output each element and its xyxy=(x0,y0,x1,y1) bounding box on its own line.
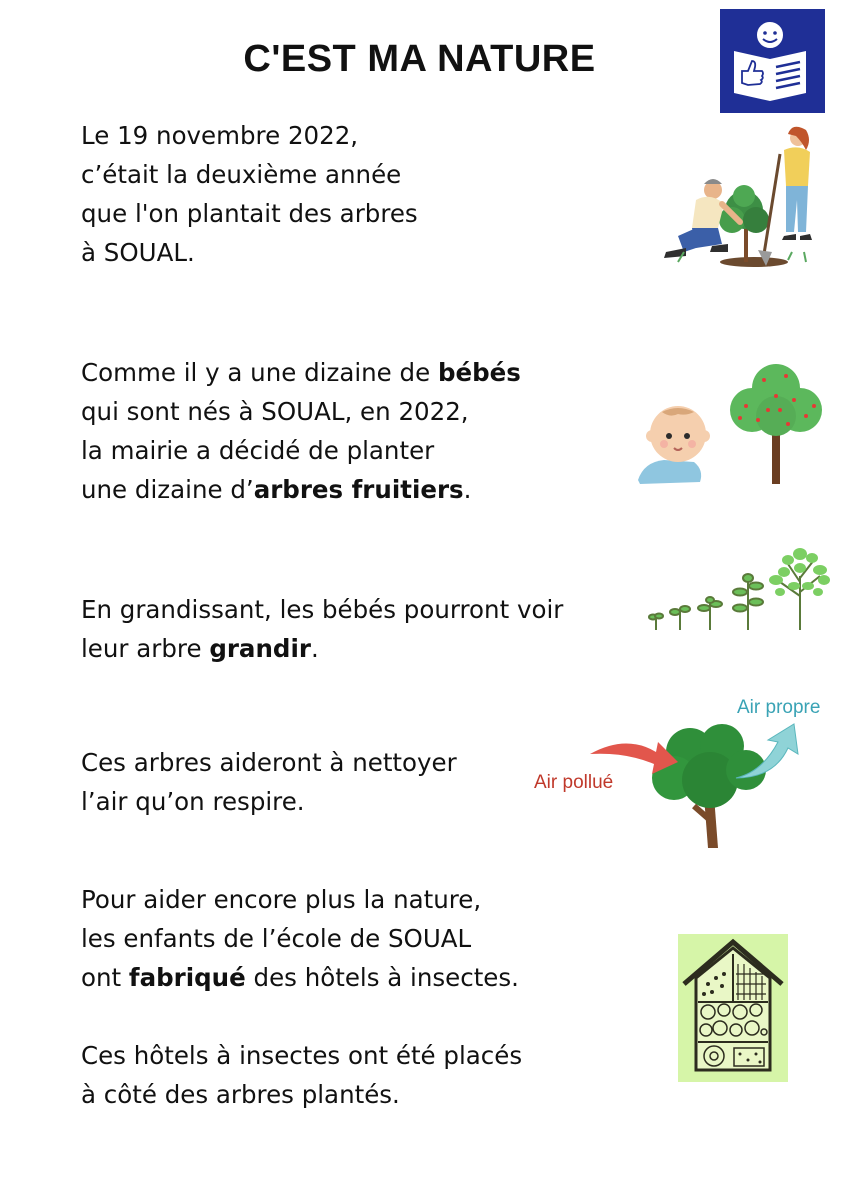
baby-icon xyxy=(634,400,714,486)
text-segment: une dizaine d’ xyxy=(81,475,254,504)
bold-word: grandir xyxy=(209,634,311,663)
bold-word: fabriqué xyxy=(128,963,246,992)
text-line: Pour aider encore plus la nature, xyxy=(81,885,482,914)
insect-hotel-icon xyxy=(678,934,788,1082)
text-segment: leur arbre xyxy=(81,634,210,663)
text-line: les enfants de l’école de SOUAL xyxy=(81,924,472,953)
paragraph-clean-air xyxy=(81,743,457,821)
text-segment: Comme il y a une dizaine de xyxy=(81,358,438,387)
paragraph-planting-date xyxy=(81,116,418,272)
bold-word: bébés xyxy=(437,358,521,387)
easy-to-read-logo-icon xyxy=(720,9,825,113)
text-line: à côté des arbres plantés. xyxy=(81,1080,400,1109)
text-segment: . xyxy=(310,634,319,663)
growth-icon xyxy=(648,546,832,632)
text-line xyxy=(81,353,521,392)
text-line: à SOUAL. xyxy=(81,238,195,267)
insect-hotel-illustration xyxy=(678,934,788,1082)
people-planting-tree-illustration xyxy=(656,124,816,274)
text-line: l’air qu’on respire. xyxy=(81,787,305,816)
fruit-tree-illustration xyxy=(728,362,824,484)
text-line: la mairie a décidé de planter xyxy=(81,436,435,465)
sapling-growth-illustration xyxy=(648,546,832,632)
paragraph-babies-trees xyxy=(81,353,521,509)
text-line xyxy=(81,958,519,997)
text-line xyxy=(81,470,521,509)
paragraph-insect-hotels xyxy=(81,880,519,997)
text-segment: . xyxy=(463,475,472,504)
text-line: que l'on plantait des arbres xyxy=(81,199,418,228)
baby-crawling-illustration xyxy=(634,400,714,486)
text-line xyxy=(81,629,563,668)
paragraph-hotel-placement xyxy=(81,1036,522,1114)
air-tree-icon xyxy=(586,716,816,856)
bold-word: arbres fruitiers xyxy=(253,475,464,504)
paragraph-growing xyxy=(81,590,563,668)
text-line: En grandissant, les bébés pourront voir xyxy=(81,595,564,624)
tree-cleaning-air-illustration xyxy=(586,716,816,856)
text-line: c’était la deuxième année xyxy=(81,160,402,189)
fruit-tree-icon xyxy=(728,362,824,484)
easy-to-read-logo xyxy=(720,9,825,113)
text-segment: des hôtels à insectes. xyxy=(245,963,519,992)
page-title: C'EST MA NATURE xyxy=(243,38,596,80)
text-segment: ont xyxy=(81,963,129,992)
clean-air-label: Air propre xyxy=(737,697,821,718)
text-line: Ces arbres aideront à nettoyer xyxy=(81,748,457,777)
text-line: Ces hôtels à insectes ont été placés xyxy=(81,1041,523,1070)
polluted-air-label: Air pollué xyxy=(534,772,614,793)
text-line: qui sont nés à SOUAL, en 2022, xyxy=(81,397,469,426)
planting-icon xyxy=(656,124,816,274)
text-line: Le 19 novembre 2022, xyxy=(81,121,359,150)
